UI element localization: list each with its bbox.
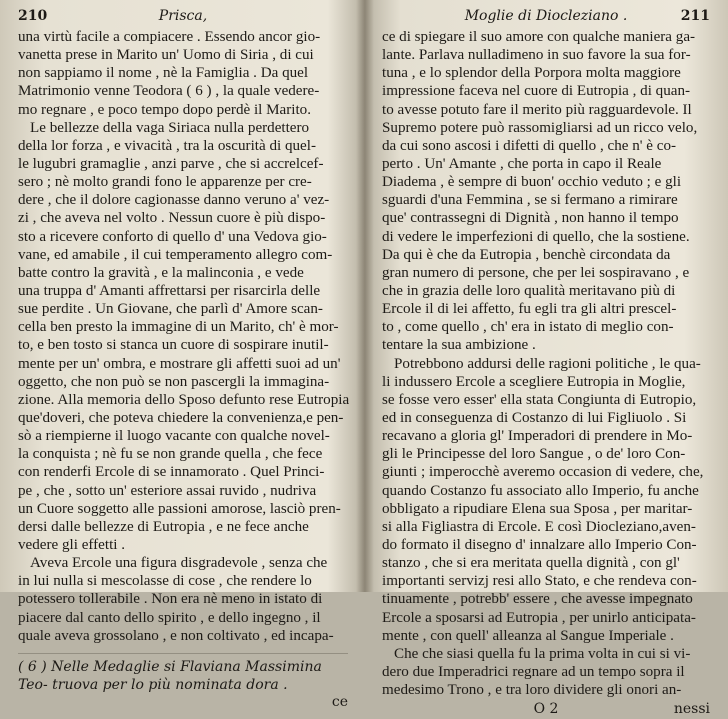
right-catchword: nessi xyxy=(673,701,710,718)
text-line: non sappiamo il nome , nè la Famiglia . Da quel xyxy=(18,65,309,82)
text-line: sguardi d'una Femmina , se si fermano a rimirare xyxy=(382,192,678,209)
text-line: vane, ed amabile , il cui temperamento allegro com- xyxy=(18,246,333,263)
text-line: della lor forza , e vivacità , tra la oscurità di quel- xyxy=(18,137,316,154)
text-line: Che che siasi quella fu la prima volta in cui si vi- xyxy=(394,645,691,662)
text-line: in lui nulla si mescolasse di cose , che rendere lo xyxy=(18,573,312,590)
left-catchword: ce xyxy=(331,693,348,710)
text-line: to avesse potuto fare il merito più ragguardevole. Il xyxy=(382,101,692,118)
text-line: stanzo , che si era meritata quella dignità , con gl' xyxy=(382,555,680,572)
text-line: Da qui è che da Eutropia , benchè circondata da xyxy=(382,246,671,263)
text-line: sto a ricevere conforto di quello d' una Vedova gio- xyxy=(18,228,327,245)
text-line: que'doveri, che poteva chiedere la convenienza,e pen- xyxy=(18,409,344,426)
text-line: gran numero di persone, che per lei sospiravano , e xyxy=(382,264,690,281)
right-running-title: Moglie di Diocleziano . xyxy=(464,8,628,24)
text-line: dere , che il dolore cagionasse danno veruno a' vez- xyxy=(18,192,330,209)
text-line: to, e ben tosto si stanca un cuore di sospirare inutil- xyxy=(18,337,329,354)
text-line: di vedere le imperfezioni di quello, che la sostiene. xyxy=(382,228,690,245)
text-line: tinuamente , potrebb' essere , che avesse impegnato xyxy=(382,591,693,608)
text-line: pe , che , sotto un' esteriore assai ruvido , nudriva xyxy=(18,482,317,499)
text-line: obbligato a ripudiare Elena sua Sposa , per maritar- xyxy=(382,500,693,517)
text-line: zi , che aveva nel volto . Nessun cuore è più dispo- xyxy=(18,210,326,227)
text-line: que' contrassegni di Dignità , non hanno il tempo xyxy=(382,210,679,227)
text-line: una truppa d' Amanti affrettarsi per risarcirla delle xyxy=(18,282,321,299)
text-line: do formato il disegno d' innalzare allo Imperio Con- xyxy=(382,536,697,553)
text-line: sò a riempierne il luogo vacante con qualche novel- xyxy=(18,428,330,445)
text-line: lante. Parlava nulladimeno in suo favore la sua for- xyxy=(382,47,691,64)
right-page-body xyxy=(382,28,710,699)
text-line: zione. Alla memoria dello Sposo defunto rese Eutropia xyxy=(18,391,350,408)
text-line: tentare la sua ambizione . xyxy=(382,337,536,354)
text-line: ce di spiegare il suo amore con qualche maniera ga- xyxy=(382,29,696,45)
text-line: le lugubri gramaglie , anzi parve , che si accrelcef- xyxy=(18,155,324,172)
text-line: se fosse vero esser' ella stata Congiunta di Eutropio, xyxy=(382,391,697,408)
text-line: Matrimonio venne Teodora ( 6 ) , la quale vedere- xyxy=(18,83,320,100)
text-line: batte contro la gravità , e la malinconia , e vede xyxy=(18,264,304,281)
left-page-body xyxy=(18,28,348,645)
left-running-title: Prisca, xyxy=(158,8,208,24)
text-line: dersi dalle bellezze di Eutropia , e ne fece anche xyxy=(18,518,309,535)
text-line: recavano a gloria gl' Imperadori di prendere in Mo- xyxy=(382,428,693,445)
signature-row xyxy=(382,701,710,719)
text-line: Ercole a sposarsi ad Eutropia , per unirlo anticipata- xyxy=(382,609,696,626)
text-line: vanetta prese in Marito un' Uomo di Siria , di cui xyxy=(18,47,314,64)
text-line: ed in conseguenza di Costanzo di lui Figliuolo . Si xyxy=(382,409,687,426)
text-line: to , come quello , ch' era in istato di meglio con- xyxy=(382,319,674,336)
text-line: Le bellezze della vaga Siriaca nulla perdettero xyxy=(30,119,310,136)
text-line: Supremo potere può rassomigliarsi ad un ricco velo, xyxy=(382,119,698,136)
text-line: un Cuore soggetto alle passioni amorose, lasciò pren- xyxy=(18,500,341,517)
text-line: quale aveva grossolano , e non coltivato , ed incapa- xyxy=(18,627,334,644)
footnote: ( 6 ) Nelle Medaglie si Flaviana Massimina Teo- truova per lo più nominata dora . xyxy=(18,653,348,694)
text-line: tuna , e lo splendor della Porpora molta maggiore xyxy=(382,65,681,82)
text-line: Diadema , è sempre di buon' occhio veduto ; e gli xyxy=(382,174,682,191)
book-gutter xyxy=(356,0,374,592)
right-page xyxy=(382,8,710,719)
text-line: da cui sono ascosi i difetti di quello , che n' è co- xyxy=(382,137,677,154)
text-line: con renderfi Ercole di se innamorato . Quel Princi- xyxy=(18,464,325,481)
text-line: si alla Figliastra di Ercole. E così Diocleziano,aven- xyxy=(382,518,696,535)
text-line: sue perdite . Un Giovane, che parlì d' Amore scan- xyxy=(18,301,323,318)
text-line: mente per un' ombra, e mostrare gli affetti suoi ad un' xyxy=(18,355,341,372)
text-line: che in grazia delle loro qualità meritavano più di xyxy=(382,282,676,299)
text-line: quando Costanzo fu associato allo Imperio, fu anche xyxy=(382,482,699,499)
left-page-number: 210 xyxy=(18,8,48,24)
text-line: mente , con quell' alleanza al Sangue Imperiale . xyxy=(382,627,674,644)
text-line: perto . Un' Amante , che porta in capo il Reale xyxy=(382,155,662,172)
text-line: la conquista ; nè fu se non grande quella , che fece xyxy=(18,446,323,463)
text-line: potessero tollerabile . Non era nè meno in istato di xyxy=(18,591,323,608)
right-page-number: 211 xyxy=(680,8,710,24)
text-line: dero due Imperadrici regnare ad un tempo sopra il xyxy=(382,663,685,680)
text-line: piacere dal canto dello spirito , e dello ingegno , il xyxy=(18,609,321,626)
text-line: vedere gli effetti . xyxy=(18,536,126,553)
left-page-header xyxy=(18,8,348,28)
text-line: sero ; nè molto grandi fono le apparenze per cre- xyxy=(18,174,312,191)
signature-mark: O 2 xyxy=(533,701,559,718)
text-line: impressione faceva nel cuore di Eutropia , di quan- xyxy=(382,83,691,100)
right-page-header xyxy=(382,8,710,28)
text-line: Aveva Ercole una figura disgradevole , senza che xyxy=(30,555,328,572)
text-line: giunti ; imperocchè averemo occasion di vedere, che, xyxy=(382,464,704,481)
text-line: importanti servizj resi allo Stato, e che rendeva con- xyxy=(382,573,697,590)
text-line: Ercole il di lei affetto, fu egli tra gli altri prescel- xyxy=(382,301,677,318)
text-line: oggetto, che non può se non pascergli la immagina- xyxy=(18,373,330,390)
text-line: medesimo Trono , e tra loro dividere gli onori an- xyxy=(382,682,682,699)
left-page xyxy=(18,8,348,712)
text-line: cella ben presto la immagine di un Marito, ch' è mor- xyxy=(18,319,339,336)
text-line: Potrebbono addursi delle ragioni politiche , le qua- xyxy=(394,355,701,372)
text-line: una virtù facile a compiacere . Essendo ancor gio- xyxy=(18,29,321,45)
text-line: gli le Principesse del loro Sangue , o de' loro Con- xyxy=(382,446,686,463)
text-line: li indussero Ercole a scegliere Eutropia in Moglie, xyxy=(382,373,686,390)
text-line: mo regnare , e poco tempo dopo perdè il Marito. xyxy=(18,101,311,118)
